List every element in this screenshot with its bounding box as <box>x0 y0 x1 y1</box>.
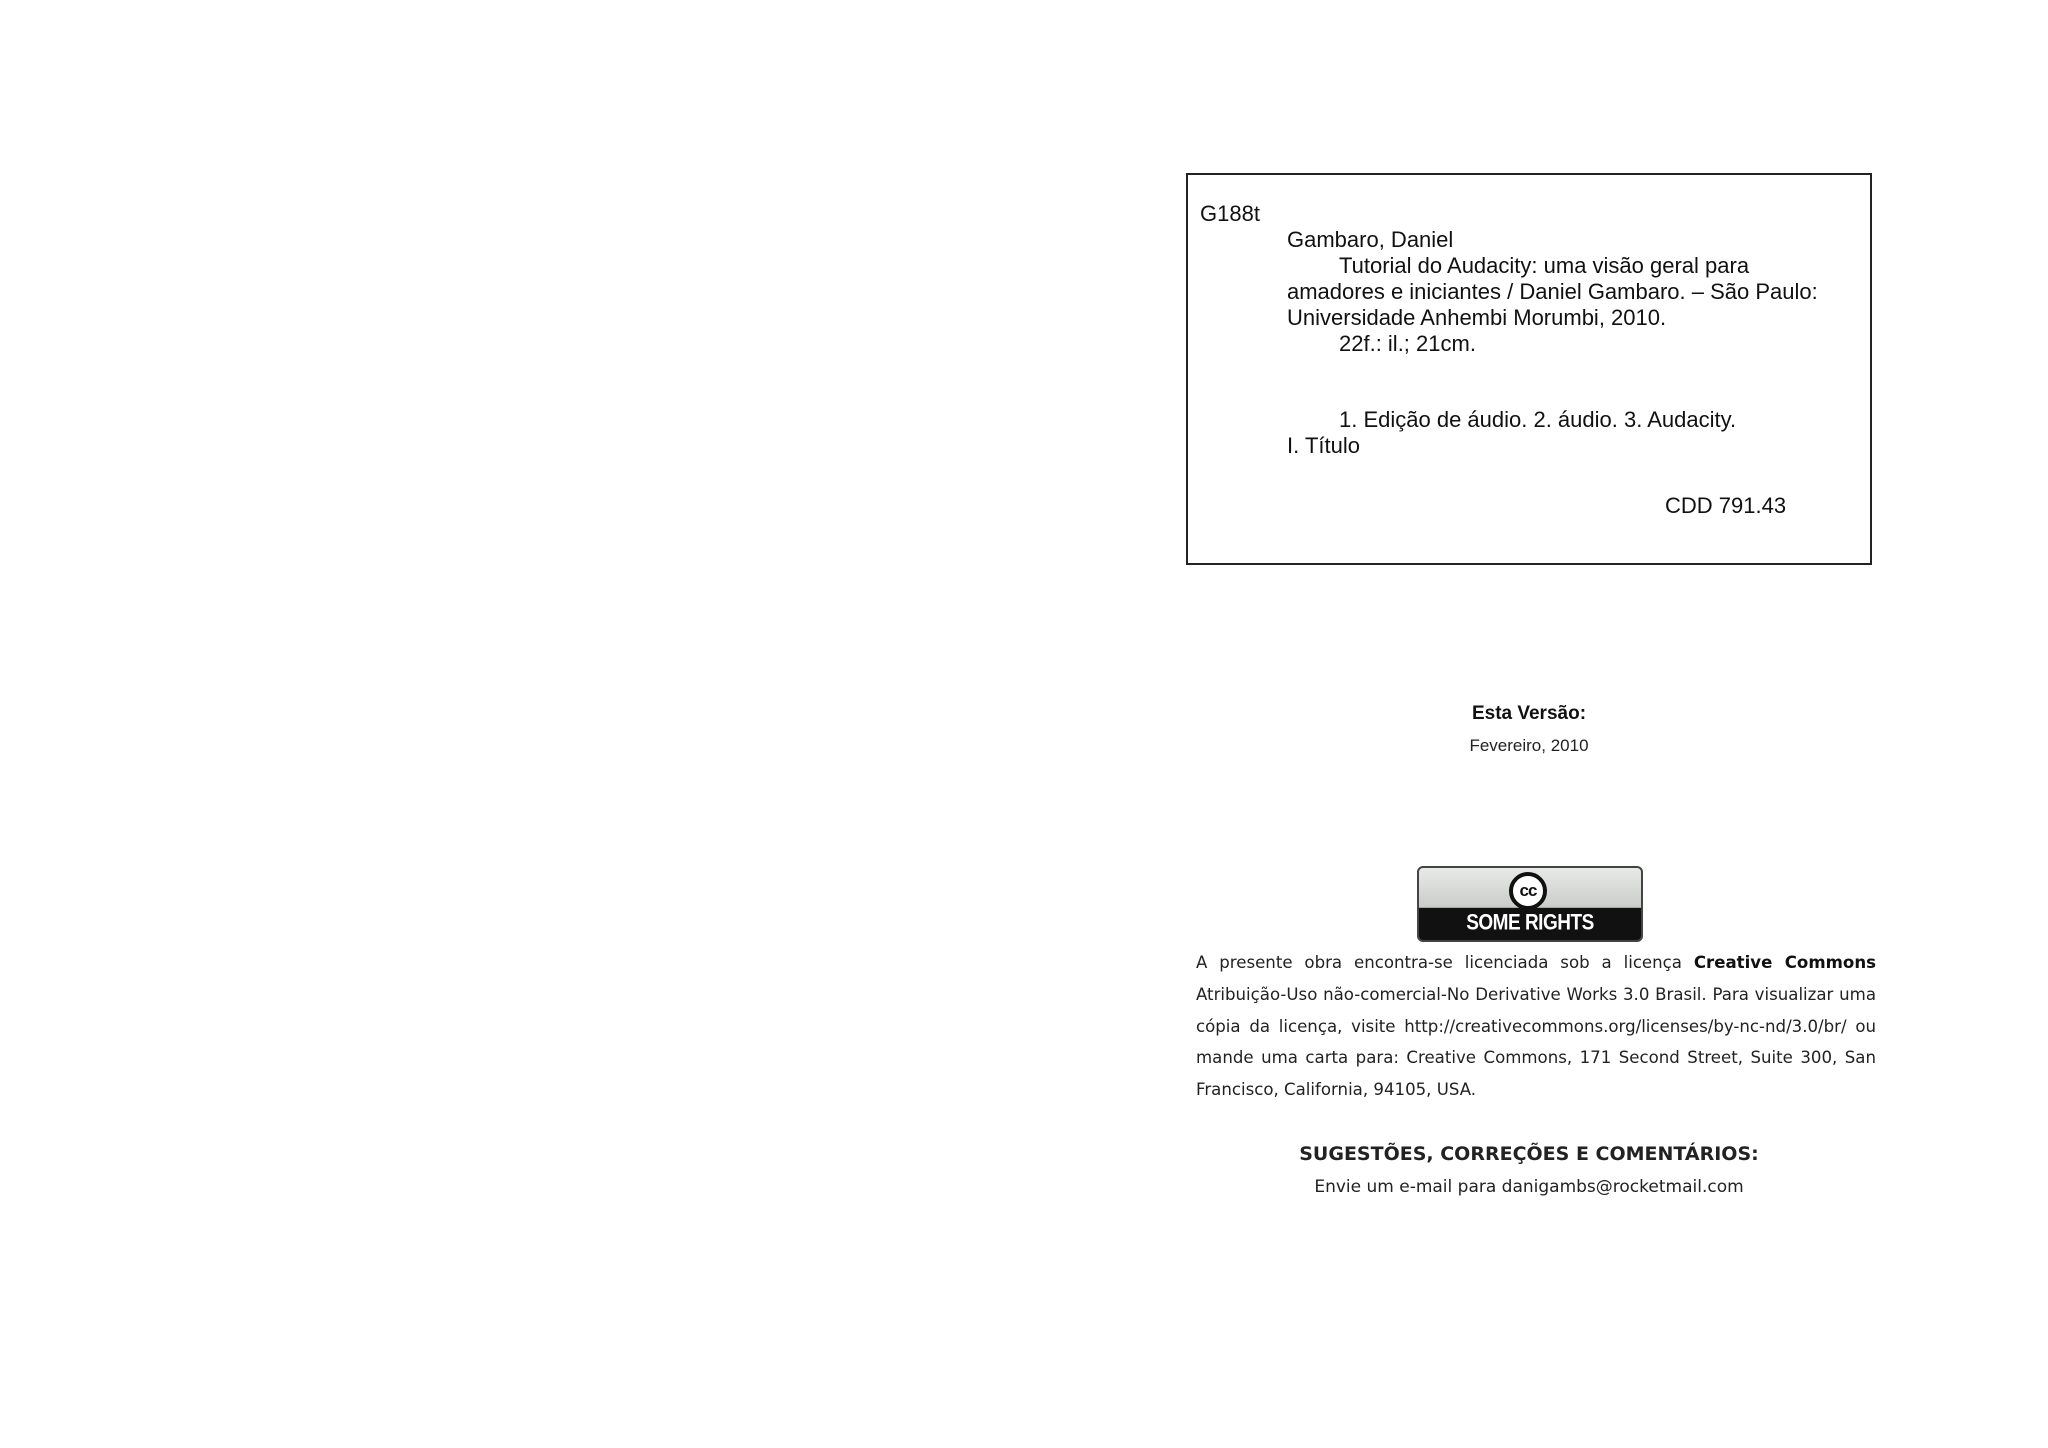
cc-band-text: SOME RIGHTS <box>1419 908 1641 940</box>
catalog-title-line-2: amadores e iniciantes / Daniel Gambaro. – São Paulo: <box>1287 279 1818 304</box>
catalog-physical-description: 22f.: il.; 21cm. <box>1339 331 1476 356</box>
cc-logo-icon: cc <box>1509 872 1547 910</box>
license-name: Creative Commons <box>1693 953 1877 972</box>
creative-commons-badge <box>1417 866 1643 942</box>
cutter-number: G188t <box>1200 201 1260 226</box>
suggestions-block <box>1186 1141 1872 1199</box>
catalog-card-body <box>1287 227 1847 459</box>
suggestions-text: Envie um e-mail para danigambs@rocketmail.com <box>1314 1177 1744 1197</box>
catalog-title-line-3: Universidade Anhembi Morumbi, 2010. <box>1287 305 1667 330</box>
suggestions-title: SUGESTÕES, CORREÇÕES E COMENTÁRIOS: <box>1299 1143 1759 1165</box>
catalog-author: Gambaro, Daniel <box>1287 227 1454 252</box>
version-date: Fevereiro, 2010 <box>1469 736 1589 755</box>
catalog-cdd: CDD 791.43 <box>1665 493 1787 518</box>
version-block <box>1186 702 1872 757</box>
catalog-title-line-1: Tutorial do Audacity: uma visão geral para <box>1339 253 1750 278</box>
catalog-card <box>1186 173 1872 565</box>
license-text-part-2: Atribuição-Uso não-comercial-No Derivative Works 3.0 Brasil. Para visualizar uma cópia da licença, visite http://creativecommons.org/licenses/by-nc-nd/3.0/br/ ou mande uma carta para: Creative Commons, 171 Second Street, Suite 300, San Francisco, California, 94105, USA. <box>1196 984 1876 1100</box>
catalog-subjects: 1. Edição de áudio. 2. áudio. 3. Audacity. <box>1339 407 1737 432</box>
catalog-title-entry: I. Título <box>1287 433 1360 458</box>
version-label: Esta Versão: <box>1471 703 1587 724</box>
license-paragraph <box>1196 947 1876 1106</box>
license-text-part-1: A presente obra encontra-se licenciada sob a licença <box>1196 953 1694 972</box>
